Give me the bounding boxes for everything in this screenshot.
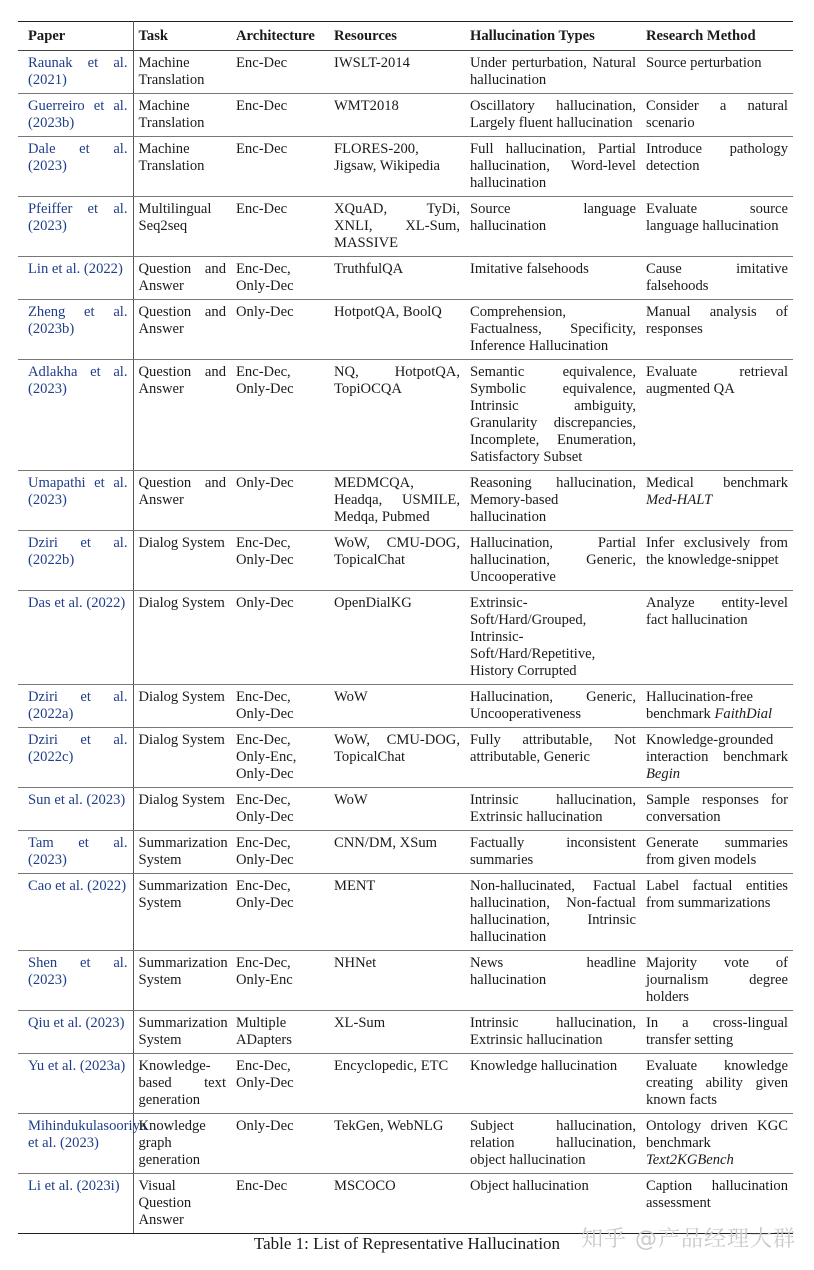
task-cell bbox=[133, 831, 231, 874]
resources-cell-text: IWSLT-2014 bbox=[334, 55, 410, 71]
paper-cell[interactable] bbox=[18, 788, 133, 831]
hallucination-types-cell-text: Under perturbation, Natural hallucination bbox=[470, 55, 636, 88]
architecture-cell-text: Enc-Dec, Only-Dec bbox=[236, 878, 294, 911]
paper-cell[interactable] bbox=[18, 51, 133, 94]
paper-cell-text: Dziri et al. (2022c) bbox=[28, 732, 128, 765]
paper-cell[interactable] bbox=[18, 197, 133, 257]
header-hallucination-types: Hallucination Types bbox=[465, 22, 641, 51]
task-cell-text: Summarization System bbox=[138, 955, 228, 988]
task-cell-text: Question and Answer bbox=[138, 304, 226, 337]
task-cell-text: Summarization System bbox=[138, 1015, 228, 1048]
hallucination-types-cell bbox=[465, 94, 641, 137]
resources-cell-text: MSCOCO bbox=[334, 1178, 396, 1194]
paper-cell[interactable] bbox=[18, 531, 133, 591]
task-cell-text: Dialog System bbox=[138, 792, 225, 808]
paper-cell-text: Qiu et al. (2023) bbox=[28, 1015, 125, 1031]
table-row bbox=[18, 471, 793, 531]
resources-cell-text: FLORES-200, Jigsaw, Wikipedia bbox=[334, 141, 441, 174]
research-method-cell-text: Medical benchmark bbox=[646, 475, 788, 491]
architecture-cell-text: Enc-Dec, Only-Enc bbox=[236, 955, 293, 988]
task-cell-text: Multilingual Seq2seq bbox=[138, 201, 212, 234]
resources-cell-text: WoW bbox=[334, 792, 368, 808]
architecture-cell bbox=[231, 685, 329, 728]
resources-cell bbox=[329, 788, 465, 831]
task-cell bbox=[133, 788, 231, 831]
hallucination-types-cell bbox=[465, 1011, 641, 1054]
research-method-cell-text: Ontology driven KGC benchmark bbox=[646, 1118, 788, 1151]
architecture-cell bbox=[231, 137, 329, 197]
architecture-cell-text: Enc-Dec, Only-Dec bbox=[236, 535, 294, 568]
resources-cell-text: WoW, CMU-DOG, TopicalChat bbox=[334, 732, 460, 765]
resources-cell bbox=[329, 831, 465, 874]
resources-cell-text: HotpotQA, BoolQ bbox=[334, 304, 442, 320]
task-cell bbox=[133, 51, 231, 94]
architecture-cell-text: Enc-Dec, Only-Dec bbox=[236, 689, 294, 722]
resources-cell-text: OpenDialKG bbox=[334, 595, 412, 611]
research-method-cell bbox=[641, 874, 793, 951]
research-method-cell bbox=[641, 788, 793, 831]
architecture-cell bbox=[231, 874, 329, 951]
hallucination-types-cell-text: Subject hallucination, relation hallucination, object hallucination bbox=[470, 1118, 636, 1168]
task-cell-text: Dialog System bbox=[138, 732, 225, 748]
resources-cell-text: XL-Sum bbox=[334, 1015, 386, 1031]
table-row bbox=[18, 831, 793, 874]
task-cell-text: Dialog System bbox=[138, 595, 225, 611]
architecture-cell bbox=[231, 197, 329, 257]
research-method-cell-text: Introduce pathology detection bbox=[646, 141, 788, 174]
table-row bbox=[18, 951, 793, 1011]
resources-cell bbox=[329, 360, 465, 471]
resources-cell bbox=[329, 137, 465, 197]
research-method-cell-text: Cause imitative falsehoods bbox=[646, 261, 788, 294]
research-method-cell-text: Consider a natural scenario bbox=[646, 98, 788, 131]
resources-cell-text: WoW bbox=[334, 689, 368, 705]
research-method-cell bbox=[641, 591, 793, 685]
hallucination-types-cell bbox=[465, 137, 641, 197]
research-method-cell bbox=[641, 531, 793, 591]
hallucination-types-cell bbox=[465, 831, 641, 874]
resources-cell bbox=[329, 94, 465, 137]
architecture-cell-text: Only-Dec bbox=[236, 1118, 294, 1134]
header-architecture: Architecture bbox=[231, 22, 329, 51]
task-cell bbox=[133, 1174, 231, 1234]
paper-cell-text: Shen et al. (2023) bbox=[28, 955, 128, 988]
hallucination-types-cell-text: Intrinsic hallucination, Extrinsic hallucination bbox=[470, 1015, 636, 1048]
paper-cell[interactable] bbox=[18, 94, 133, 137]
research-method-cell bbox=[641, 300, 793, 360]
resources-cell-text: NHNet bbox=[334, 955, 377, 971]
hallucination-types-cell bbox=[465, 360, 641, 471]
research-method-cell bbox=[641, 360, 793, 471]
hallucination-types-cell-text: Reasoning hallucination, Memory-based hallucination bbox=[470, 475, 636, 525]
resources-cell bbox=[329, 728, 465, 788]
resources-cell bbox=[329, 591, 465, 685]
paper-cell[interactable] bbox=[18, 951, 133, 1011]
header-resources: Resources bbox=[329, 22, 465, 51]
architecture-cell bbox=[231, 728, 329, 788]
architecture-cell bbox=[231, 531, 329, 591]
table-body bbox=[18, 51, 793, 1234]
resources-cell bbox=[329, 51, 465, 94]
task-cell-text: Knowledge graph generation bbox=[138, 1118, 206, 1168]
hallucination-types-cell bbox=[465, 300, 641, 360]
table-row bbox=[18, 51, 793, 94]
hallucination-types-cell bbox=[465, 257, 641, 300]
resources-cell-text: TekGen, WebNLG bbox=[334, 1118, 444, 1134]
resources-cell bbox=[329, 951, 465, 1011]
research-method-cell bbox=[641, 51, 793, 94]
task-cell bbox=[133, 1011, 231, 1054]
hallucination-types-cell bbox=[465, 788, 641, 831]
hallucination-types-cell-text: Comprehension, Factualness, Specificity, Inference Hallucination bbox=[470, 304, 636, 354]
table-row bbox=[18, 1054, 793, 1114]
hallucination-types-cell bbox=[465, 1114, 641, 1174]
task-cell bbox=[133, 591, 231, 685]
paper-cell-text: Raunak et al. (2021) bbox=[28, 55, 128, 88]
task-cell-text: Summarization System bbox=[138, 878, 228, 911]
research-method-cell-text: Analyze entity-level fact hallucination bbox=[646, 595, 788, 628]
table-row bbox=[18, 728, 793, 788]
resources-cell-text: XQuAD, TyDi, XNLI, XL-Sum, MASSIVE bbox=[334, 201, 460, 251]
research-method-cell-text: Generate summaries from given models bbox=[646, 835, 788, 868]
task-cell bbox=[133, 471, 231, 531]
hallucination-types-cell-text: Source language hallucination bbox=[470, 201, 636, 234]
hallucination-types-cell-text: Factually inconsistent summaries bbox=[470, 835, 636, 868]
paper-cell[interactable] bbox=[18, 257, 133, 300]
hallucination-types-cell bbox=[465, 51, 641, 94]
paper-cell[interactable] bbox=[18, 728, 133, 788]
hallucination-types-cell-text: Object hallucination bbox=[470, 1178, 589, 1194]
task-cell-text: Question and Answer bbox=[138, 475, 226, 508]
paper-cell[interactable] bbox=[18, 137, 133, 197]
hallucination-types-cell bbox=[465, 728, 641, 788]
header-row bbox=[18, 22, 793, 51]
architecture-cell-text: Enc-Dec, Only-Enc, Only-Dec bbox=[236, 732, 297, 782]
task-cell bbox=[133, 531, 231, 591]
table-row bbox=[18, 197, 793, 257]
task-cell bbox=[133, 137, 231, 197]
resources-cell-text: CNN/DM, XSum bbox=[334, 835, 437, 851]
research-method-cell-text: Sample responses for conversation bbox=[646, 792, 788, 825]
task-cell bbox=[133, 1054, 231, 1114]
task-cell bbox=[133, 728, 231, 788]
research-method-cell-text: Hallucination-free benchmark bbox=[646, 689, 753, 722]
task-cell-text: Machine Translation bbox=[138, 141, 205, 174]
paper-cell-text: Pfeiffer et al. (2023) bbox=[28, 201, 128, 234]
resources-cell bbox=[329, 1114, 465, 1174]
research-method-cell bbox=[641, 1114, 793, 1174]
architecture-cell-text: Enc-Dec bbox=[236, 141, 288, 157]
resources-cell bbox=[329, 257, 465, 300]
paper-cell[interactable] bbox=[18, 831, 133, 874]
architecture-cell bbox=[231, 951, 329, 1011]
resources-cell-text: WoW, CMU-DOG, TopicalChat bbox=[334, 535, 460, 568]
task-cell-text: Summarization System bbox=[138, 835, 228, 868]
paper-cell-text: Lin et al. (2022) bbox=[28, 261, 123, 277]
resources-cell bbox=[329, 685, 465, 728]
paper-cell-text: Li et al. (2023i) bbox=[28, 1178, 120, 1194]
resources-cell-text: Encyclopedic, ETC bbox=[334, 1058, 449, 1074]
task-cell bbox=[133, 197, 231, 257]
research-method-cell bbox=[641, 728, 793, 788]
table-row bbox=[18, 137, 793, 197]
architecture-cell-text: Only-Dec bbox=[236, 475, 294, 491]
task-cell-text: Knowledge-based text generation bbox=[138, 1058, 226, 1108]
paper-cell-text: Zheng et al. (2023b) bbox=[28, 304, 128, 337]
research-method-cell-text: Infer exclusively from the knowledge-snippet bbox=[646, 535, 788, 568]
research-method-cell bbox=[641, 197, 793, 257]
paper-cell-text: Adlakha et al. (2023) bbox=[28, 364, 128, 397]
research-method-cell bbox=[641, 257, 793, 300]
task-cell bbox=[133, 685, 231, 728]
paper-cell-text: Dziri et al. (2022b) bbox=[28, 535, 128, 568]
architecture-cell-text: Multiple ADapters bbox=[236, 1015, 292, 1048]
hallucination-types-cell bbox=[465, 1054, 641, 1114]
hallucination-types-cell-text: Intrinsic hallucination, Extrinsic hallucination bbox=[470, 792, 636, 825]
hallucination-types-cell bbox=[465, 874, 641, 951]
architecture-cell-text: Only-Dec bbox=[236, 304, 294, 320]
architecture-cell-text: Enc-Dec, Only-Dec bbox=[236, 1058, 294, 1091]
research-method-cell bbox=[641, 1054, 793, 1114]
table-row bbox=[18, 1114, 793, 1174]
table-row bbox=[18, 300, 793, 360]
research-method-cell-text: Evaluate retrieval augmented QA bbox=[646, 364, 788, 397]
architecture-cell-text: Enc-Dec bbox=[236, 55, 288, 71]
hallucination-types-cell-text: Full hallucination, Partial hallucination, Word-level hallucination bbox=[470, 141, 636, 191]
paper-cell-text: Yu et al. (2023a) bbox=[28, 1058, 126, 1074]
research-method-cell bbox=[641, 94, 793, 137]
task-cell-text: Dialog System bbox=[138, 689, 225, 705]
resources-cell bbox=[329, 874, 465, 951]
task-cell bbox=[133, 1114, 231, 1174]
table-row bbox=[18, 1011, 793, 1054]
paper-cell[interactable] bbox=[18, 1114, 147, 1174]
table-caption: Table 1: List of Representative Hallucination bbox=[253, 1234, 561, 1253]
research-method-cell-text: Knowledge-grounded interaction benchmark bbox=[646, 732, 788, 765]
task-cell bbox=[133, 94, 231, 137]
table-row bbox=[18, 360, 793, 471]
paper-cell-text: Dale et al. (2023) bbox=[28, 141, 128, 174]
hallucination-types-cell-text: Knowledge hallucination bbox=[470, 1058, 618, 1074]
paper-cell-text: Mihindukulasooriya et al. (2023) bbox=[28, 1118, 147, 1151]
research-method-cell bbox=[641, 471, 793, 531]
resources-cell-text: MEDMCQA, Headqa, USMILE, Medqa, Pubmed bbox=[334, 475, 460, 525]
hallucination-types-cell bbox=[465, 591, 641, 685]
benchmark-name: FaithDial bbox=[714, 706, 773, 722]
task-cell bbox=[133, 300, 231, 360]
resources-cell bbox=[329, 197, 465, 257]
architecture-cell bbox=[231, 257, 329, 300]
research-method-cell-text: Evaluate knowledge creating ability given known facts bbox=[646, 1058, 788, 1108]
architecture-cell-text: Only-Dec bbox=[236, 595, 294, 611]
paper-cell[interactable] bbox=[18, 1011, 133, 1054]
table-row bbox=[18, 257, 793, 300]
architecture-cell-text: Enc-Dec bbox=[236, 98, 288, 114]
architecture-cell bbox=[231, 1054, 329, 1114]
table-row bbox=[18, 788, 793, 831]
task-cell-text: Machine Translation bbox=[138, 55, 205, 88]
paper-cell[interactable] bbox=[18, 1174, 133, 1234]
paper-cell-text: Guerreiro et al. (2023b) bbox=[28, 98, 128, 131]
resources-cell bbox=[329, 300, 465, 360]
hallucination-types-cell bbox=[465, 531, 641, 591]
paper-cell[interactable] bbox=[18, 300, 133, 360]
research-method-cell-text: In a cross-lingual transfer setting bbox=[646, 1015, 788, 1048]
architecture-cell bbox=[231, 471, 329, 531]
resources-cell bbox=[329, 1054, 465, 1114]
paper-cell-text: Dziri et al. (2022a) bbox=[28, 689, 128, 722]
header-task: Task bbox=[133, 22, 231, 51]
architecture-cell-text: Enc-Dec bbox=[236, 201, 288, 217]
hallucination-types-cell bbox=[465, 197, 641, 257]
task-cell bbox=[133, 874, 231, 951]
hallucination-types-cell-text: Imitative falsehoods bbox=[470, 261, 589, 277]
task-cell bbox=[133, 360, 231, 471]
architecture-cell-text: Enc-Dec, Only-Dec bbox=[236, 364, 294, 397]
benchmark-name: Text2KGBench bbox=[646, 1152, 734, 1168]
research-method-cell-text: Label factual entities from summarizations bbox=[646, 878, 788, 911]
research-method-cell-text: Manual analysis of responses bbox=[646, 304, 788, 337]
table-row bbox=[18, 874, 793, 951]
table-header bbox=[18, 22, 793, 51]
architecture-cell bbox=[231, 1011, 329, 1054]
hallucination-types-cell bbox=[465, 951, 641, 1011]
architecture-cell-text: Enc-Dec, Only-Dec bbox=[236, 261, 294, 294]
task-cell-text: Dialog System bbox=[138, 535, 225, 551]
research-method-cell-text: Source perturbation bbox=[646, 55, 762, 71]
task-cell-text: Visual Question Answer bbox=[138, 1178, 192, 1228]
resources-cell bbox=[329, 1174, 465, 1234]
paper-cell[interactable] bbox=[18, 360, 133, 471]
paper-cell-text: Das et al. (2022) bbox=[28, 595, 126, 611]
hallucination-types-cell-text: Non-hallucinated, Factual hallucination, Non-factual hallucination, Intrinsic hallucination bbox=[470, 878, 636, 945]
hallucination-types-cell-text: Oscillatory hallucination, Largely fluent hallucination bbox=[470, 98, 636, 131]
hallucination-types-cell-text: News headline hallucination bbox=[470, 955, 636, 988]
research-method-cell-text: Caption hallucination assessment bbox=[646, 1178, 788, 1211]
table-row bbox=[18, 591, 793, 685]
watermark: 知乎 @产品经理大群 bbox=[581, 1227, 796, 1252]
paper-cell[interactable] bbox=[18, 471, 133, 531]
architecture-cell-text: Enc-Dec, Only-Dec bbox=[236, 792, 294, 825]
paper-cell[interactable] bbox=[18, 874, 133, 951]
resources-cell bbox=[329, 471, 465, 531]
research-method-cell bbox=[641, 685, 793, 728]
header-paper: Paper bbox=[18, 22, 133, 51]
research-method-cell bbox=[641, 831, 793, 874]
paper-cell-text: Cao et al. (2022) bbox=[28, 878, 127, 894]
research-method-cell-text: Evaluate source language hallucination bbox=[646, 201, 788, 234]
hallucination-types-cell bbox=[465, 685, 641, 728]
benchmark-name: Med-HALT bbox=[646, 492, 713, 508]
hallucination-types-cell-text: Fully attributable, Not attributable, Generic bbox=[470, 732, 636, 765]
architecture-cell bbox=[231, 788, 329, 831]
header-research-method: Research Method bbox=[641, 22, 793, 51]
hallucination-types-cell-text: Extrinsic-Soft/Hard/Grouped, Intrinsic-Soft/Hard/Repetitive, History Corrupted bbox=[470, 595, 596, 679]
architecture-cell bbox=[231, 51, 329, 94]
hallucination-types-cell-text: Hallucination, Partial hallucination, Generic, Uncooperative bbox=[470, 535, 636, 585]
table-row bbox=[18, 531, 793, 591]
paper-cell[interactable] bbox=[18, 1054, 133, 1114]
task-cell-text: Machine Translation bbox=[138, 98, 205, 131]
hallucination-table bbox=[18, 21, 793, 1234]
research-method-cell bbox=[641, 1011, 793, 1054]
architecture-cell bbox=[231, 1114, 329, 1174]
task-cell-text: Question and Answer bbox=[138, 261, 226, 294]
paper-cell-text: Tam et al. (2023) bbox=[28, 835, 128, 868]
resources-cell-text: NQ, HotpotQA, TopiOCQA bbox=[334, 364, 460, 397]
resources-cell bbox=[329, 1011, 465, 1054]
architecture-cell bbox=[231, 300, 329, 360]
hallucination-types-cell bbox=[465, 471, 641, 531]
research-method-cell-text: Majority vote of journalism degree holders bbox=[646, 955, 788, 1005]
hallucination-types-cell-text: Hallucination, Generic, Uncooperativeness bbox=[470, 689, 636, 722]
benchmark-name: Begin bbox=[646, 766, 681, 782]
task-cell-text: Question and Answer bbox=[138, 364, 226, 397]
architecture-cell bbox=[231, 831, 329, 874]
architecture-cell-text: Enc-Dec, Only-Dec bbox=[236, 835, 294, 868]
architecture-cell bbox=[231, 591, 329, 685]
architecture-cell bbox=[231, 1174, 329, 1234]
resources-cell bbox=[329, 531, 465, 591]
table-row bbox=[18, 685, 793, 728]
hallucination-types-cell-text: Semantic equivalence, Symbolic equivalence, Intrinsic ambiguity, Granularity discrepancies, Incomplete, Enumeration, Satisfactory Subset bbox=[470, 364, 636, 465]
resources-cell-text: WMT2018 bbox=[334, 98, 399, 114]
architecture-cell bbox=[231, 94, 329, 137]
table-row bbox=[18, 94, 793, 137]
task-cell bbox=[133, 951, 231, 1011]
research-method-cell bbox=[641, 137, 793, 197]
paper-cell[interactable] bbox=[18, 685, 133, 728]
research-method-cell bbox=[641, 951, 793, 1011]
paper-cell-text: Sun et al. (2023) bbox=[28, 792, 126, 808]
paper-cell[interactable] bbox=[18, 591, 133, 685]
paper-cell-text: Umapathi et al. (2023) bbox=[28, 475, 128, 508]
architecture-cell-text: Enc-Dec bbox=[236, 1178, 288, 1194]
architecture-cell bbox=[231, 360, 329, 471]
resources-cell-text: MENT bbox=[334, 878, 376, 894]
resources-cell-text: TruthfulQA bbox=[334, 261, 404, 277]
task-cell bbox=[133, 257, 231, 300]
